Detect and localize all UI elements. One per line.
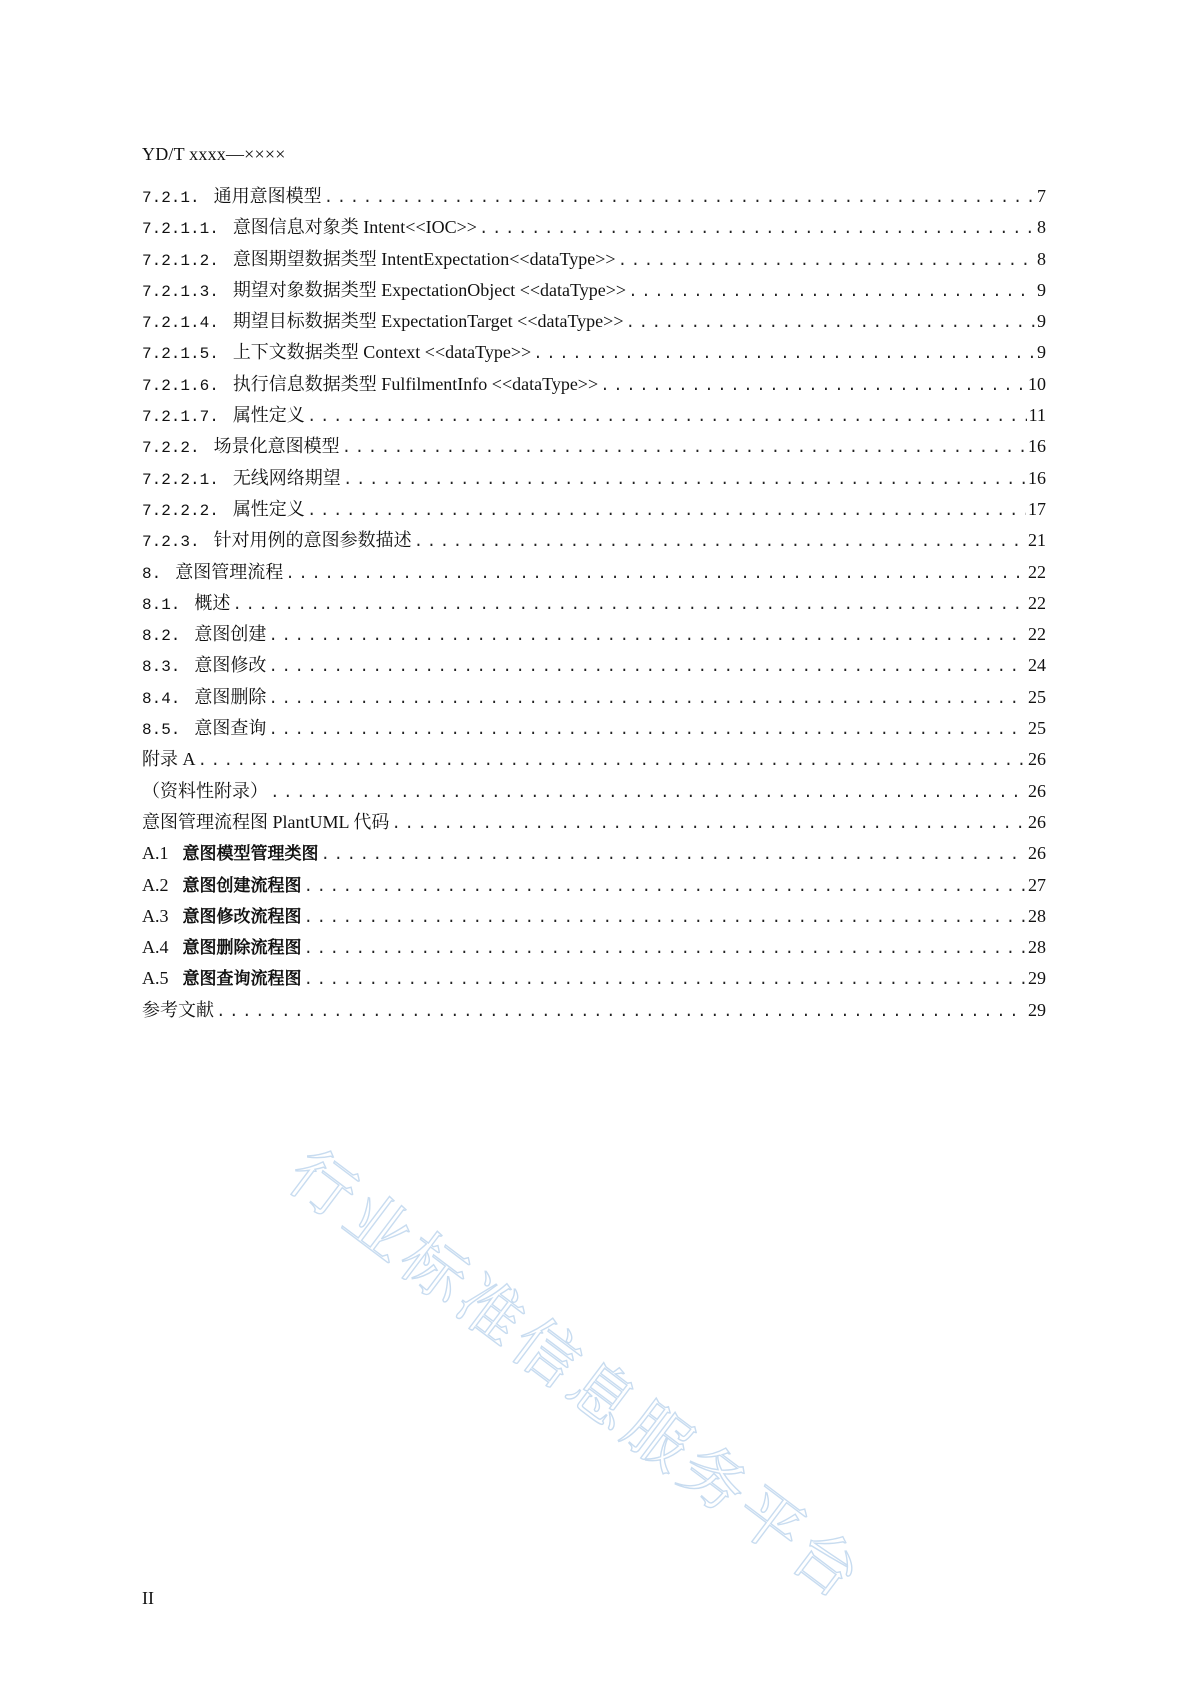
toc-entry-page-number: 28 <box>1028 937 1046 958</box>
toc-dot-leader <box>304 965 1027 996</box>
toc-entry-title: （资料性附录） <box>142 780 268 801</box>
toc-entry[interactable] <box>142 557 1046 588</box>
toc-entry-title: 期望目标数据类型 ExpectationTarget <<dataType>> <box>232 311 624 332</box>
document-code-header: YD/T xxxx—×××× <box>142 144 286 164</box>
toc-entry[interactable] <box>142 995 1046 1026</box>
toc-entry-title: 意图信息对象类 Intent<<IOC>> <box>232 217 477 238</box>
toc-dot-leader <box>625 308 1035 339</box>
toc-entry[interactable] <box>142 525 1046 556</box>
toc-dot-leader <box>268 621 1026 652</box>
toc-entry-page-number: 29 <box>1028 999 1046 1020</box>
toc-entry-title: 意图查询 <box>194 718 267 739</box>
toc-entry-title: 意图期望数据类型 IntentExpectation<<dataType>> <box>232 248 616 269</box>
toc-entry-title: 附录 A <box>142 749 196 770</box>
toc-dot-leader <box>268 684 1026 715</box>
toc-entry-page-number: 8 <box>1037 248 1046 269</box>
toc-entry-page-number: 7 <box>1037 186 1046 206</box>
toc-entry-title: 无线网络期望 <box>232 467 341 488</box>
toc-entry[interactable] <box>142 650 1046 681</box>
toc-entry-page-number: 21 <box>1028 530 1046 551</box>
toc-entry-title: 意图创建流程图 <box>182 875 302 896</box>
toc-entry-page-number: 22 <box>1028 561 1046 582</box>
toc-entry-page-number: 11 <box>1028 405 1046 426</box>
toc-entry-page-number: 24 <box>1028 655 1046 676</box>
toc-entry-page-number: 16 <box>1028 436 1046 457</box>
toc-entry-number: 7.2.1.3. <box>142 282 219 301</box>
toc-entry[interactable] <box>142 244 1046 275</box>
toc-entry-number: 7.2.1. <box>142 189 200 207</box>
toc-dot-leader <box>324 183 1035 214</box>
toc-entry-page-number: 16 <box>1028 467 1046 488</box>
toc-dot-leader <box>343 465 1026 496</box>
toc-entry-title: 通用意图模型 <box>213 186 322 206</box>
toc-entry[interactable] <box>142 463 1046 494</box>
toc-entry-number: A.4 <box>142 937 169 958</box>
toc-dot-leader <box>533 339 1035 370</box>
toc-dot-leader <box>600 371 1026 402</box>
toc-entry-page-number: 29 <box>1028 968 1046 989</box>
toc-entry-number: 7.2.1.6. <box>142 376 219 395</box>
toc-entry-title: 场景化意图模型 <box>213 436 340 457</box>
toc-entry-page-number: 28 <box>1028 905 1046 926</box>
toc-entry-number: 8.2. <box>142 627 181 646</box>
toc-dot-leader <box>285 559 1026 590</box>
toc-entry-title: 概述 <box>194 592 231 613</box>
toc-entry-number: 8.3. <box>142 658 181 677</box>
toc-entry-number: A.2 <box>142 874 169 895</box>
toc-entry-title: 意图查询流程图 <box>182 969 302 990</box>
toc-entry[interactable] <box>142 932 1046 963</box>
toc-dot-leader <box>198 746 1027 777</box>
toc-dot-leader <box>307 402 1027 433</box>
toc-entry-number: 7.2.1.7. <box>142 408 219 427</box>
toc-entry[interactable] <box>142 275 1046 306</box>
toc-entry[interactable] <box>142 838 1046 869</box>
toc-dot-leader <box>232 590 1026 621</box>
toc-entry[interactable] <box>142 744 1046 775</box>
toc-entry[interactable] <box>142 682 1046 713</box>
toc-entry[interactable] <box>142 306 1046 337</box>
toc-entry[interactable] <box>142 713 1046 744</box>
toc-entry-title: 针对用例的意图参数描述 <box>213 530 412 551</box>
toc-dot-leader <box>304 872 1027 903</box>
toc-entry-page-number: 9 <box>1037 311 1046 332</box>
toc-entry[interactable] <box>142 963 1046 994</box>
toc-entry-page-number: 17 <box>1028 498 1046 519</box>
toc-entry[interactable] <box>142 400 1046 431</box>
toc-entry-title: 期望对象数据类型 ExpectationObject <<dataType>> <box>232 279 627 300</box>
toc-entry-page-number: 22 <box>1028 624 1046 645</box>
toc-entry-page-number: 26 <box>1028 749 1046 770</box>
toc-entry-number: 8.1. <box>142 595 181 614</box>
toc-entry-title: 属性定义 <box>232 405 305 426</box>
toc-entry-title: 意图删除 <box>194 686 267 707</box>
toc-entry-page-number: 26 <box>1028 780 1046 801</box>
toc-entry-page-number: 9 <box>1037 342 1046 363</box>
toc-entry[interactable] <box>142 494 1046 525</box>
toc-entry-page-number: 9 <box>1037 279 1046 300</box>
toc-dot-leader <box>268 652 1026 683</box>
toc-entry-title: 意图创建 <box>194 624 267 645</box>
toc-dot-leader <box>307 496 1026 527</box>
toc-entry-page-number: 22 <box>1028 592 1046 613</box>
table-of-contents <box>142 181 1046 1026</box>
toc-entry[interactable] <box>142 431 1046 462</box>
toc-entry-title: 意图修改 <box>194 655 267 676</box>
toc-entry[interactable] <box>142 776 1046 807</box>
toc-entry-page-number: 10 <box>1028 373 1046 394</box>
toc-entry-page-number: 25 <box>1028 686 1046 707</box>
toc-dot-leader <box>270 778 1026 809</box>
toc-entry-title: 意图删除流程图 <box>182 938 302 959</box>
toc-entry-number: 7.2.2.2. <box>142 501 219 520</box>
toc-dot-leader <box>304 903 1027 934</box>
toc-entry[interactable] <box>142 369 1046 400</box>
toc-entry-title: 意图修改流程图 <box>182 906 302 927</box>
toc-entry-title: 参考文献 <box>142 999 214 1020</box>
toc-dot-leader <box>414 527 1026 558</box>
toc-entry-number: A.1 <box>142 843 169 864</box>
toc-entry-number: 7.2.2. <box>142 439 200 458</box>
toc-entry-title: 意图管理流程 <box>175 561 284 582</box>
toc-entry-page-number: 26 <box>1028 843 1046 864</box>
toc-entry-page-number: 26 <box>1028 811 1046 832</box>
watermark: 行业标准信息服务平台 <box>274 1136 878 1617</box>
toc-dot-leader <box>321 840 1027 871</box>
toc-entry-title: 属性定义 <box>232 498 305 519</box>
toc-entry[interactable] <box>142 870 1046 901</box>
toc-entry-number: 7.2.1.2. <box>142 251 219 270</box>
toc-dot-leader <box>618 246 1035 277</box>
toc-entry-number: 7.2.1.4. <box>142 314 219 333</box>
toc-entry-page-number: 8 <box>1037 217 1046 238</box>
toc-entry[interactable] <box>142 337 1046 368</box>
toc-entry[interactable] <box>142 212 1046 243</box>
toc-entry-page-number: 27 <box>1028 874 1046 895</box>
toc-entry-title: 执行信息数据类型 FulfilmentInfo <<dataType>> <box>232 373 599 394</box>
toc-entry-number: 7.2.1.1. <box>142 220 219 239</box>
toc-dot-leader <box>304 934 1027 965</box>
toc-entry-number: A.5 <box>142 968 169 989</box>
toc-entry-number: 8.5. <box>142 721 181 740</box>
toc-entry-title: 意图模型管理类图 <box>182 844 319 865</box>
toc-dot-leader <box>342 433 1026 464</box>
toc-entry-title: 意图管理流程图 PlantUML 代码 <box>142 811 390 832</box>
toc-entry-number: 8.4. <box>142 689 181 708</box>
toc-entry-number: 7.2.2.1. <box>142 470 219 489</box>
page-number-footer: II <box>142 1588 154 1608</box>
toc-entry-number: 7.2.3. <box>142 533 200 552</box>
toc-entry[interactable] <box>142 807 1046 838</box>
toc-entry-number: 7.2.1.5. <box>142 345 219 364</box>
toc-dot-leader <box>216 997 1026 1028</box>
toc-dot-leader <box>391 809 1026 840</box>
toc-entry[interactable] <box>142 588 1046 619</box>
toc-entry[interactable] <box>142 901 1046 932</box>
toc-entry[interactable] <box>142 619 1046 650</box>
toc-entry-number: 8. <box>142 564 162 583</box>
toc-dot-leader <box>479 214 1035 245</box>
toc-dot-leader <box>628 277 1035 308</box>
toc-entry-number: A.3 <box>142 905 169 926</box>
toc-entry-title: 上下文数据类型 Context <<dataType>> <box>232 342 532 363</box>
toc-entry-page-number: 25 <box>1028 718 1046 739</box>
toc-dot-leader <box>268 715 1026 746</box>
toc-entry[interactable] <box>142 181 1046 212</box>
